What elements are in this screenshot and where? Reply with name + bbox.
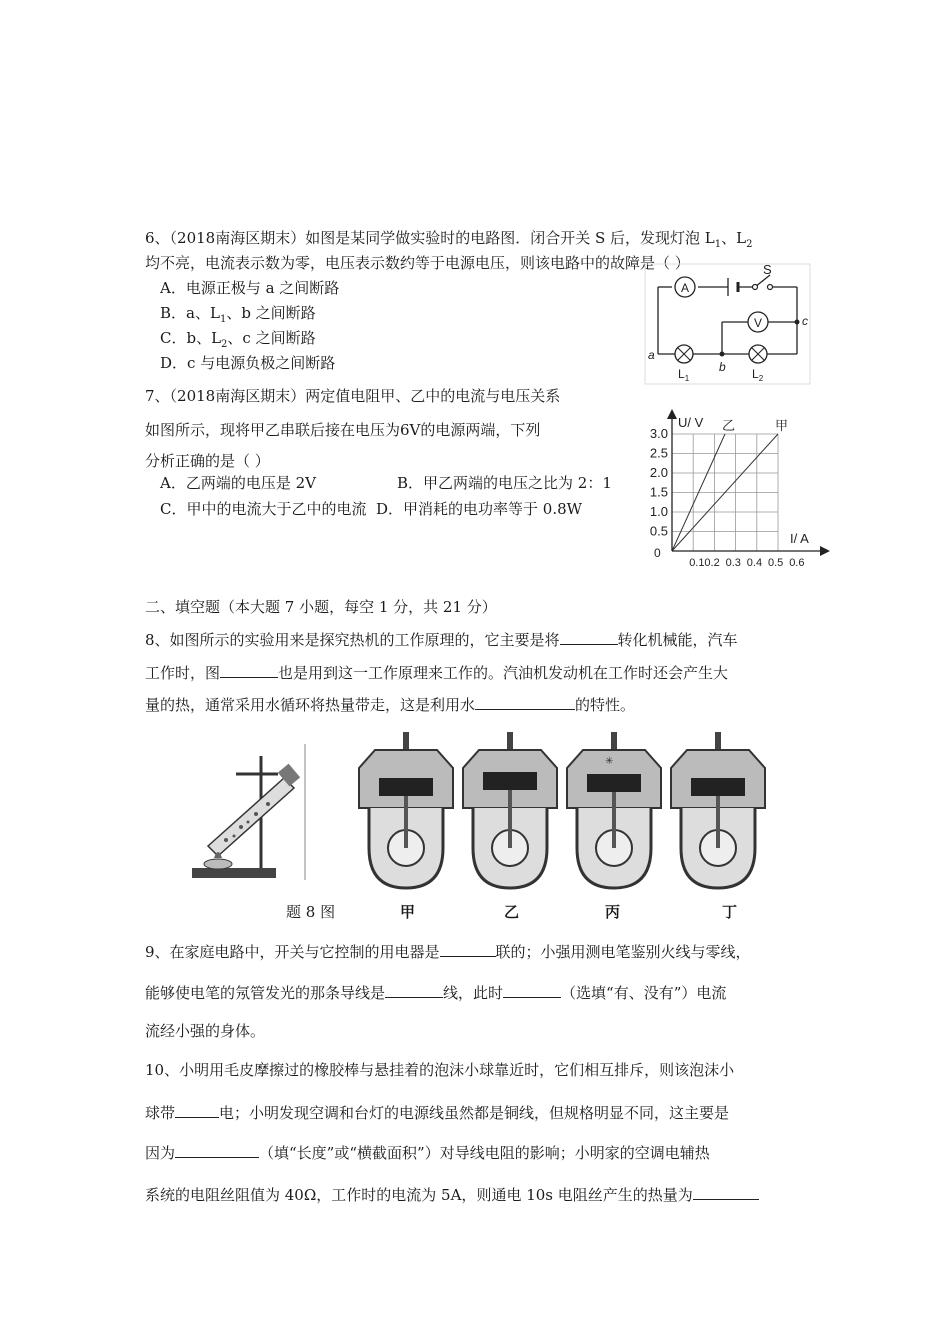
junction-c [795,320,800,325]
bulb-l2-label: $L_2$ [752,367,764,383]
x-tick-label: 0.3 [725,557,741,569]
q10-l4a: 系统的电阻丝阻值为 40Ω，工作时的电流为 5A，则通电 10s 电阻丝产生的热量为 [145,1186,693,1204]
voltmeter-label: V [753,316,763,330]
y-tick-label: 0.5 [649,523,668,539]
engine-jia-icon [359,732,453,888]
q9-l2a: 能够使电笔的氖管发光的那条导线是 [145,984,386,1002]
q8-l3a: 量的热，通常采用水循环将热量带走，这是利用水 [145,696,476,714]
node-b-label: b [719,360,726,374]
q8-l1b: 转化机械能，汽车 [617,631,738,649]
q9-blank-3[interactable] [503,981,561,998]
y-tick-label: 1.5 [649,484,668,500]
series-label: 甲 [775,418,789,433]
q10-line2 [145,1101,729,1123]
x-axis-label: I/ A [790,531,809,546]
figure-8-caption: 题 8 图 [286,903,336,921]
q10-blank-2[interactable] [175,1141,259,1158]
engine-label-bing: 丙 [605,903,621,921]
origin-label: 0 [654,546,661,560]
q9-blank-1[interactable] [440,940,496,957]
q10-line4 [145,1183,759,1205]
q10-blank-3[interactable] [693,1183,759,1200]
q9-l1b: 联的；小强用测电笔鉴别火线与零线， [495,943,751,961]
q10-blank-1[interactable] [175,1101,219,1118]
node-c-label: c [802,314,808,328]
switch-contact-right [768,285,773,290]
q9-line1 [145,940,751,962]
q10-l3b: （填“长度”或“横截面积”）对导线电阻的影响；小明家的空调电辅热 [259,1144,710,1162]
engine-ding-icon [671,732,765,888]
x-tick-label: 0.4 [746,557,763,569]
q6-sub1: 1 [714,239,722,250]
switch-contact-left [753,285,758,290]
q7-option-a: A．乙两端的电压是 2V [160,474,316,492]
q9-l2b: 线，此时 [443,984,504,1002]
bulb-l2-symbol [749,345,767,363]
engine-yi-icon [463,732,557,888]
q7-option-c: C．甲中的电流大于乙中的电流 [160,500,367,518]
q7-line1: 7、（2018南海区期末）两定值电阻甲、乙中的电流与电压关系 [145,387,561,405]
q6-option-c [160,328,316,355]
ammeter-label: A [680,281,690,295]
q7-option-d: D．甲消耗的电功率等于 0.8W [376,500,583,518]
bulb-l1-symbol [675,345,693,363]
q6-optb-post: 、b 之间断路 [226,304,316,322]
y-tick-label: 2.5 [649,445,668,461]
q6-optc-post: 、c 之间断路 [227,329,316,347]
q10-line1: 10、小明用毛皮摩擦过的橡胶棒与悬挂着的泡沫小球靠近时，它们相互排斥，则该泡沫小 [145,1061,735,1079]
engine-label-yi: 乙 [504,903,520,921]
q9-blank-2[interactable] [385,981,443,998]
junction-b [720,352,725,357]
y-tick-label: 3.0 [649,426,668,441]
q6-line1 [145,228,752,255]
q6-optb-sub: 1 [219,314,227,325]
q8-l3b: 的特性。 [575,696,636,714]
q6-optc-pre: C．b、L [160,329,222,347]
q6-optc-sub: 2 [221,339,228,350]
engine-label-jia: 甲 [400,903,416,921]
q7-option-b: B．甲乙两端的电压之比为 2：1 [397,474,612,492]
bulb-l1-label: $L_1$ [678,367,690,383]
section-heading: 二、填空题（本大题 7 小题，每空 1 分，共 21 分） [145,598,497,616]
svg-text:✳: ✳ [605,756,614,767]
q6-option-d: D．c 与电源负极之间断路 [160,354,336,372]
q6-sep: 、L [721,229,747,247]
y-tick-label: 2.0 [649,465,668,480]
q6-option-a: A．电源正极与 a 之间断路 [160,279,340,297]
q6-option-b [160,303,316,330]
y-axis-arrow [667,409,677,419]
q9-line2 [145,981,726,1003]
q7-line2: 如图所示，现将甲乙串联后接在电压为6V的电源两端，下列 [145,421,541,439]
q8-blank-2[interactable] [220,661,278,678]
q10-l2b: 电；小明发现空调和台灯的电源线虽然都是铜线，但规格明显不同，这主要是 [219,1104,730,1122]
node-a-label: a [648,348,655,362]
q8-line1 [145,628,738,650]
q8-blank-3[interactable] [475,693,575,710]
q7-line3: 分析正确的是（ ） [145,452,270,470]
q6-line2: 均不亮，电流表示数为零，电压表示数约等于电源电压，则该电路中的故障是（ ） [145,254,690,272]
q9-line3: 流经小强的身体。 [145,1022,266,1040]
engine-label-ding: 丁 [722,903,738,921]
x-axis-arrow [820,546,830,556]
x-tick-label: 0.1 [689,557,705,569]
engine-bing-icon [567,732,661,888]
q8-l2b: 也是用到这一工作原理来工作的。汽油机发动机在工作时还会产生大 [278,664,729,682]
q8-l1a: 8、如图所示的实验用来是探究热机的工作原理的，它主要是将 [145,631,560,649]
q8-l2a: 工作时，图 [145,664,221,682]
q8-blank-1[interactable] [560,628,618,645]
q10-l3a: 因为 [145,1144,176,1162]
x-tick-label: 0.5 [768,557,784,569]
x-tick-label: 0.6 [789,557,805,569]
q8-line3 [145,693,635,715]
q10-line3 [145,1141,710,1163]
q6-text1: 6、（2018南海区期末）如图是某同学做实验时的电路图．闭合开关 S 后，发现灯泡 L [145,229,715,247]
q6-optb-pre: B．a、L [160,304,220,322]
switch-label: S [763,262,772,277]
y-tick-label: 1.0 [649,504,668,519]
x-tick-label: 0.2 [704,557,720,569]
q9-l2c: （选填“有、没有”）电流 [561,984,727,1002]
circuit-diagram [640,262,815,386]
engine-strokes-image [355,728,775,898]
ui-chart [640,405,835,575]
test-tube-apparatus-image [186,744,308,882]
q9-l1a: 9、在家庭电路中，开关与它控制的用电器是 [145,943,440,961]
y-axis-label: U/ V [678,415,704,430]
q6-sub2: 2 [746,239,753,250]
q10-l2a: 球带 [145,1104,176,1122]
q8-line2 [145,661,728,683]
series-label: 乙 [722,418,736,433]
